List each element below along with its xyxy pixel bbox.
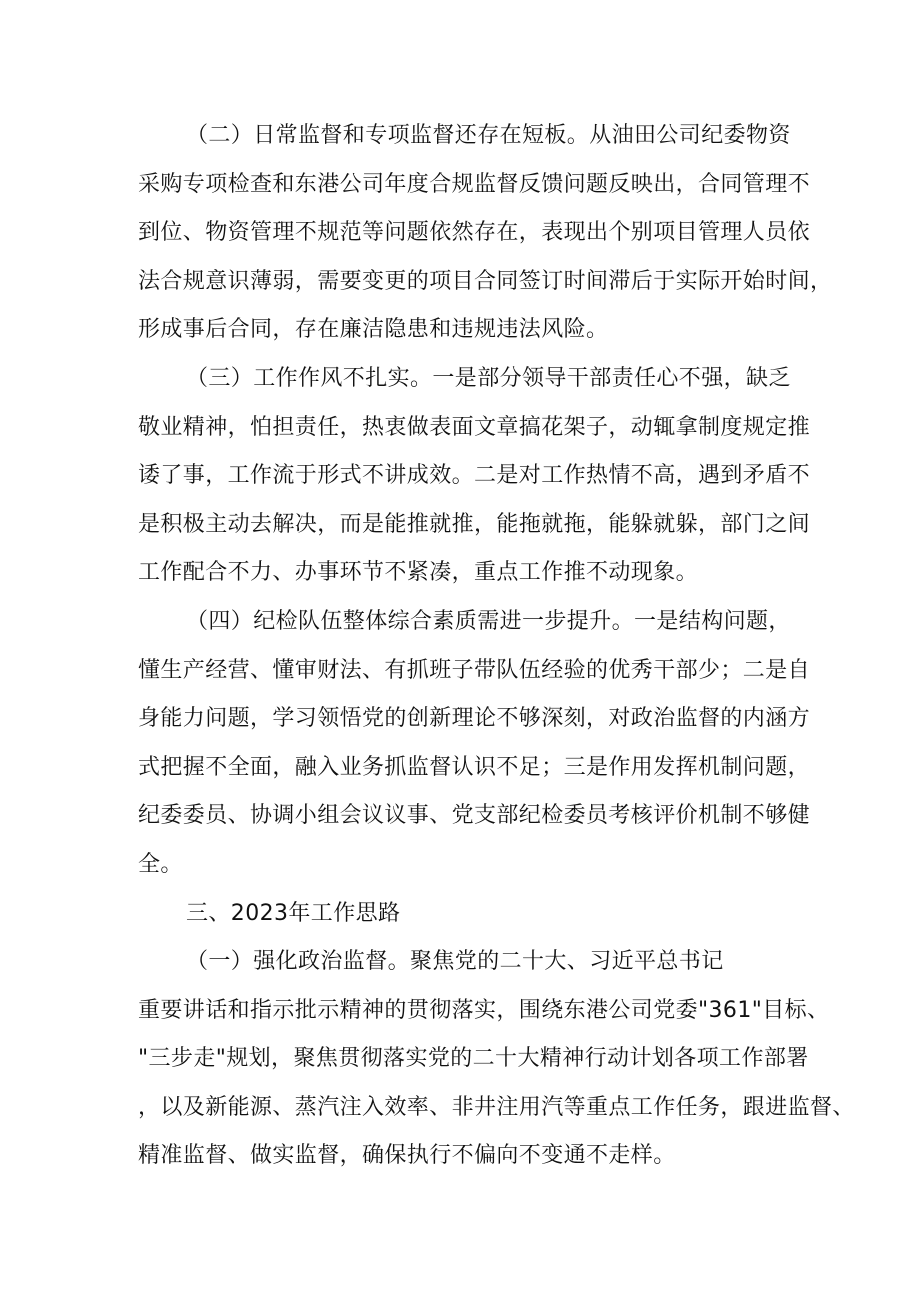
text-line: （四）纪检队伍整体综合素质需进一步提升。一是结构问题， xyxy=(186,608,791,634)
section-heading-2023-work-plan xyxy=(138,890,808,939)
text-line: 全。 xyxy=(138,851,183,877)
text-line: 工作配合不力、办事环节不紧凑，重点工作推不动现象。 xyxy=(138,560,699,586)
paragraph-political-supervision xyxy=(138,938,855,1181)
text-line: 精准监督、做实监督，确保执行不偏向不变通不走样。 xyxy=(138,1143,676,1169)
text-line: 身能力问题，学习领悟党的创新理论不够深刻，对政治监督的内涵方 xyxy=(138,706,811,732)
text-line: 到位、物资管理不规范等问题依然存在，表现出个别项目管理人员依 xyxy=(138,220,811,246)
text-line: （一）强化政治监督。聚焦党的二十大、习近平总书记 xyxy=(186,949,724,975)
text-line: 重要讲话和指示批示精神的贯彻落实，围绕东港公司党委"361"目标、 xyxy=(138,997,830,1023)
paragraph-team-quality xyxy=(138,598,811,890)
text-line: 法合规意识薄弱，需要变更的项目合同签订时间滞后于实际开始时间， xyxy=(138,268,833,294)
text-line: 懂生产经营、懂审财法、有抓班子带队伍经验的优秀干部少；二是自 xyxy=(138,657,811,683)
text-line: ，以及新能源、蒸汽注入效率、非井注用汽等重点工作任务，跟进监督、 xyxy=(138,1094,855,1120)
text-line: 敬业精神，怕担责任，热衷做表面文章搞花架子，动辄拿制度规定推 xyxy=(138,414,811,440)
text-line: "三步走"规划，聚焦贯彻落实党的二十大精神行动计划各项工作部署 xyxy=(138,1046,809,1072)
text-line: （三）工作作风不扎实。一是部分领导干部责任心不强，缺乏 xyxy=(186,365,791,391)
paragraph-work-style xyxy=(138,355,811,598)
document-body xyxy=(138,112,855,1181)
text-line: 采购专项检查和东港公司年度合规监督反馈问题反映出，合同管理不 xyxy=(138,171,811,197)
text-line: 诿了事，工作流于形式不讲成效。二是对工作热情不高，遇到矛盾不 xyxy=(138,463,811,489)
text-line: 形成事后合同，存在廉洁隐患和违规违法风险。 xyxy=(138,317,609,343)
text-line: 纪委委员、协调小组会议议事、党支部纪检委员考核评价机制不够健 xyxy=(138,803,811,829)
text-line: 式把握不全面，融入业务抓监督认识不足；三是作用发挥机制问题， xyxy=(138,754,811,780)
text-line: 是积极主动去解决，而是能推就推，能拖就拖，能躲就躲，部门之间 xyxy=(138,511,811,537)
section-heading-text: 三、2023年工作思路 xyxy=(186,900,401,926)
text-line: （二）日常监督和专项监督还存在短板。从油田公司纪委物资 xyxy=(186,123,791,148)
paragraph-daily-supervision xyxy=(138,112,833,355)
